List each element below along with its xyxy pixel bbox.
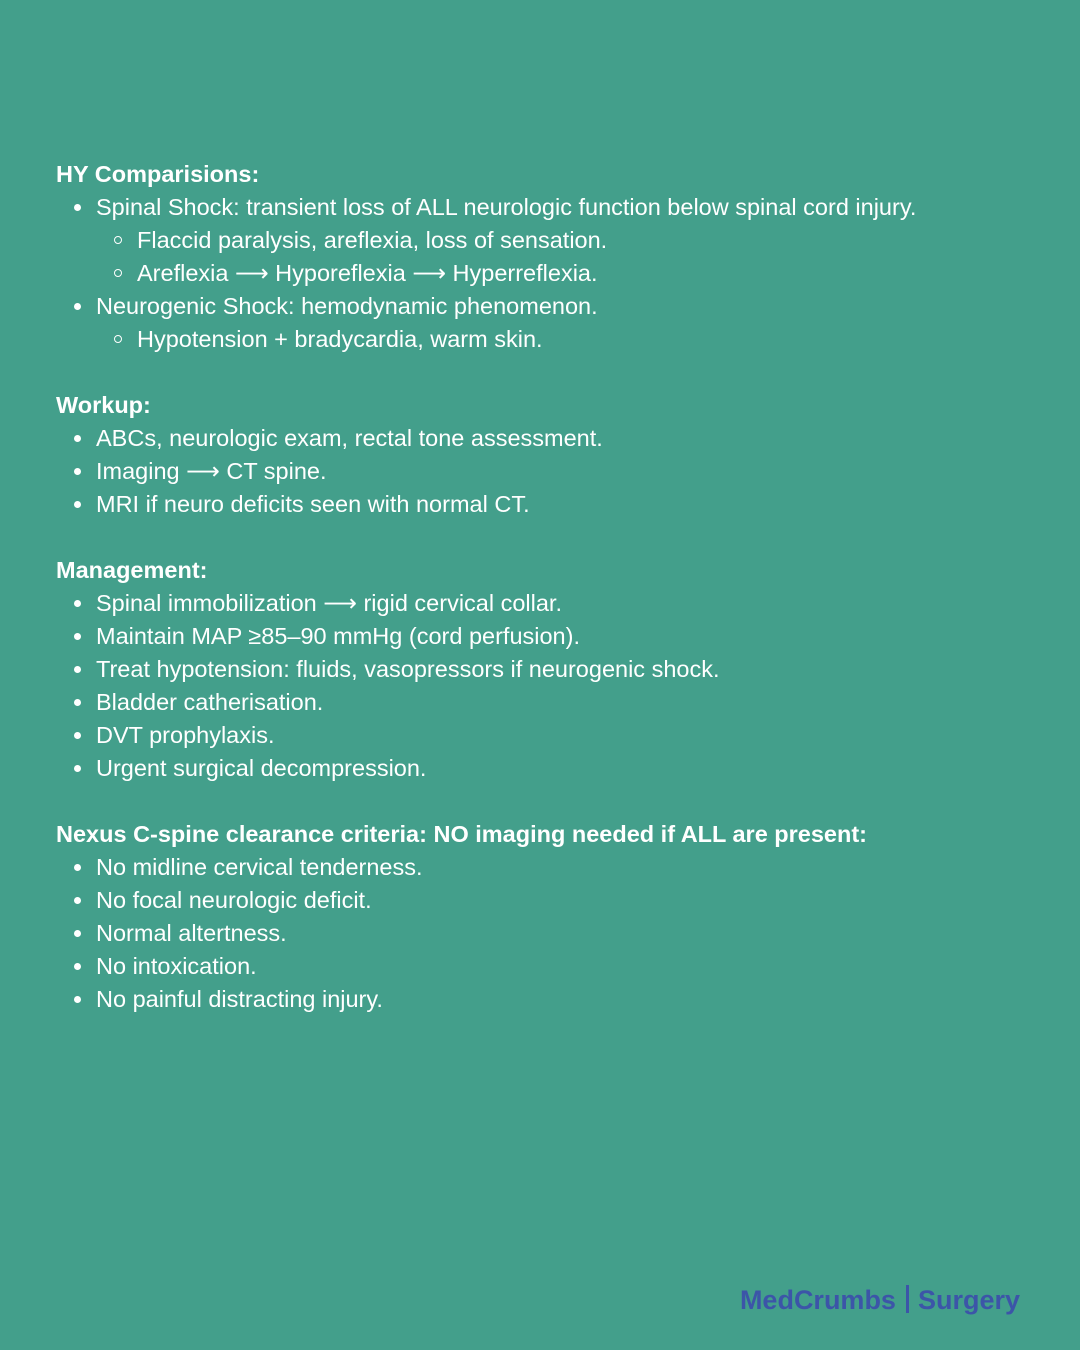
list-item (56, 488, 1036, 521)
list-item (56, 851, 1036, 884)
list-item (56, 455, 1036, 488)
bullet-dot-icon (74, 963, 81, 970)
section-heading: Nexus C-spine clearance criteria: NO imaging needed if ALL are present: (56, 821, 868, 847)
list-item-text: Spinal Shock: transient loss of ALL neurologic function below spinal cord injury. (96, 194, 917, 220)
list-item (56, 686, 1036, 719)
section-heading: Management: (56, 557, 208, 583)
list-item-text: No focal neurologic deficit. (96, 887, 372, 913)
section-hy-comparisons (56, 158, 1036, 356)
hollow-bullet-icon (114, 269, 122, 277)
notes-content (56, 158, 1036, 1049)
list-item (56, 884, 1036, 917)
list-item-text: MRI if neuro deficits seen with normal CT. (96, 491, 530, 517)
bullet-dot-icon (74, 303, 81, 310)
bullet-dot-icon (74, 996, 81, 1003)
sub-list-item-text: Hypotension + bradycardia, warm skin. (137, 326, 543, 352)
bullet-dot-icon (74, 930, 81, 937)
bullet-dot-icon (74, 666, 81, 673)
sub-list-item-text: Flaccid paralysis, areflexia, loss of sensation. (137, 227, 608, 253)
list-item-text: Imaging ⟶ CT spine. (96, 458, 327, 484)
section-heading: Workup: (56, 392, 151, 418)
list-item-text: No painful distracting injury. (96, 986, 383, 1012)
list-item-text: ABCs, neurologic exam, rectal tone assessment. (96, 425, 603, 451)
list-item-text: DVT prophylaxis. (96, 722, 275, 748)
bullet-dot-icon (74, 600, 81, 607)
section-heading: HY Comparisions: (56, 161, 260, 187)
bullet-dot-icon (74, 699, 81, 706)
bullet-list (56, 851, 1036, 1016)
hollow-bullet-icon (114, 335, 122, 343)
brand-separator (906, 1285, 909, 1313)
list-item (56, 191, 1036, 224)
sub-list-item (56, 257, 1036, 290)
list-item-text: Neurogenic Shock: hemodynamic phenomenon. (96, 293, 598, 319)
list-item (56, 950, 1036, 983)
sub-list-item (56, 323, 1036, 356)
list-item (56, 422, 1036, 455)
list-item-text: No midline cervical tenderness. (96, 854, 423, 880)
bullet-dot-icon (74, 864, 81, 871)
bullet-dot-icon (74, 468, 81, 475)
list-item-text: Urgent surgical decompression. (96, 755, 427, 781)
list-item-text: Spinal immobilization ⟶ rigid cervical collar. (96, 590, 562, 616)
bullet-list (56, 191, 1036, 356)
sub-list-item (56, 224, 1036, 257)
list-item-text: Bladder catherisation. (96, 689, 324, 715)
bullet-dot-icon (74, 435, 81, 442)
list-item (56, 917, 1036, 950)
list-item (56, 620, 1036, 653)
bullet-dot-icon (74, 765, 81, 772)
brand-name: MedCrumbs (739, 1285, 896, 1315)
sub-list-item-text: Areflexia ⟶ Hyporeflexia ⟶ Hyperreflexia. (137, 260, 598, 286)
list-item (56, 752, 1036, 785)
list-item (56, 587, 1036, 620)
section-nexus-criteria (56, 818, 1036, 1016)
bullet-dot-icon (74, 204, 81, 211)
hollow-bullet-icon (114, 236, 122, 244)
list-item (56, 653, 1036, 686)
bullet-dot-icon (74, 897, 81, 904)
list-item-text: No intoxication. (96, 953, 257, 979)
bullet-dot-icon (74, 633, 81, 640)
list-item (56, 983, 1036, 1016)
bullet-list (56, 587, 1036, 785)
list-item (56, 719, 1036, 752)
list-item (56, 290, 1036, 323)
bullet-dot-icon (74, 732, 81, 739)
brand-footer (740, 1282, 1020, 1318)
bullet-dot-icon (74, 501, 81, 508)
section-workup (56, 389, 1036, 521)
list-item-text: Normal altertness. (96, 920, 287, 946)
list-item-text: Maintain MAP ≥85–90 mmHg (cord perfusion). (96, 623, 580, 649)
brand-section: Surgery (917, 1285, 1020, 1315)
list-item-text: Treat hypotension: fluids, vasopressors if neurogenic shock. (96, 656, 720, 682)
bullet-list (56, 422, 1036, 521)
section-management (56, 554, 1036, 785)
